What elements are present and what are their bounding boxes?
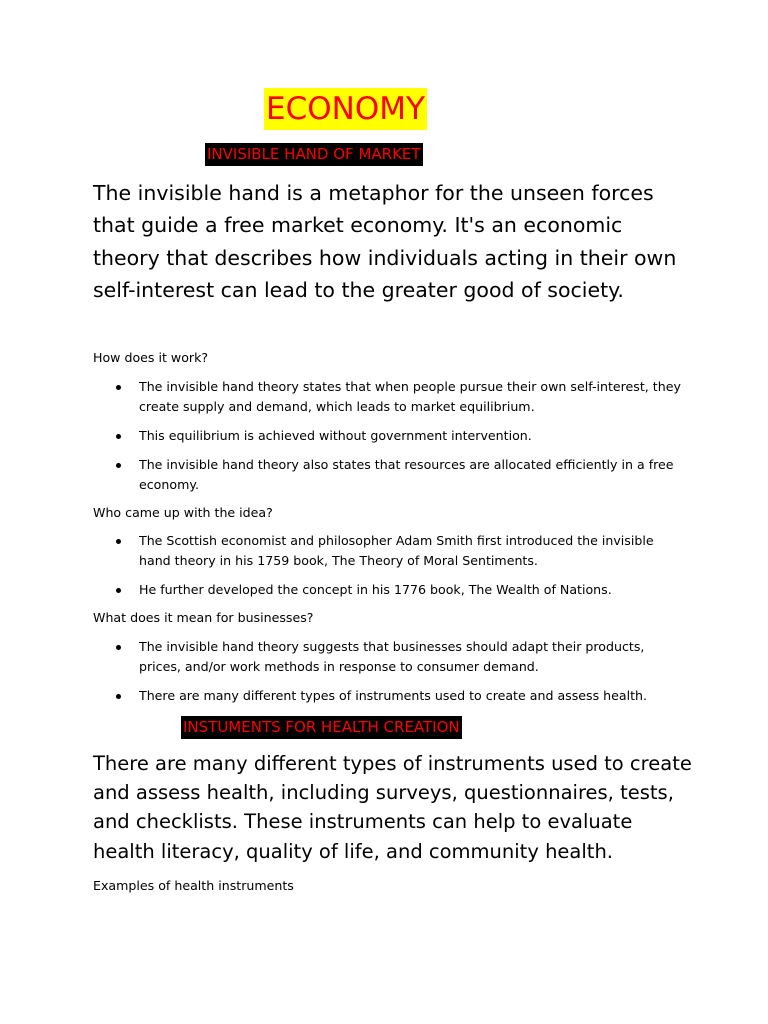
list-item-text: There are many different types of instruments used to create and assess health. — [139, 688, 648, 703]
list-item-text: The invisible hand theory suggests that businesses should adapt their products, prices, and/or work methods in response to consumer demand. — [139, 639, 645, 674]
list-item — [93, 531, 683, 571]
examples-heading: Examples of health instruments — [93, 878, 294, 893]
question-how-does-it-work: How does it work? — [93, 350, 209, 365]
list-item-text: He further developed the concept in his 1776 book, The Wealth of Nations. — [139, 582, 612, 597]
list-item-text: The Scottish economist and philosopher Adam Smith first introduced the invisible hand theory in his 1759 book, The Theory of Moral Sentiments. — [139, 533, 654, 568]
list-item — [93, 580, 683, 600]
lead-paragraph-invisible-hand: The invisible hand is a metaphor for the unseen forces that guide a free market economy. It's an economic theory that describes how individuals acting in their own self-interest can lead to the greater good of society. — [93, 181, 677, 303]
bullet-list-how-it-works — [93, 377, 683, 504]
bullet-list-businesses — [93, 637, 683, 715]
question-what-for-businesses: What does it mean for businesses? — [93, 610, 314, 625]
bullet-icon — [116, 694, 121, 699]
bullet-icon — [116, 539, 121, 544]
list-item-text: This equilibrium is achieved without government intervention. — [139, 428, 532, 443]
list-item-text: The invisible hand theory states that when people pursue their own self-interest, they create supply and demand, which leads to market equilibrium. — [139, 379, 681, 414]
section-heading-health-instruments: INSTUMENTS FOR HEALTH CREATION — [181, 716, 462, 739]
lead-paragraph-health-instruments: There are many different types of instruments used to create and assess health, including surveys, questionnaires, tests, and checklists. These instruments can help to evaluate health literacy, quality of life, and community health. — [93, 752, 692, 863]
list-item-text: The invisible hand theory also states that resources are allocated efficiently in a free economy. — [139, 457, 674, 492]
list-item — [93, 637, 683, 677]
question-who-came-up: Who came up with the idea? — [93, 505, 273, 520]
bullet-list-who-came-up — [93, 531, 683, 609]
section-heading-invisible-hand: INVISIBLE HAND OF MARKET — [205, 143, 423, 166]
list-item — [93, 686, 683, 706]
bullet-icon — [116, 645, 121, 650]
document-title: ECONOMY — [264, 88, 427, 130]
list-item — [93, 455, 683, 495]
list-item — [93, 426, 683, 446]
bullet-icon — [116, 588, 121, 593]
bullet-icon — [116, 434, 121, 439]
bullet-icon — [116, 463, 121, 468]
bullet-icon — [116, 385, 121, 390]
list-item — [93, 377, 683, 417]
